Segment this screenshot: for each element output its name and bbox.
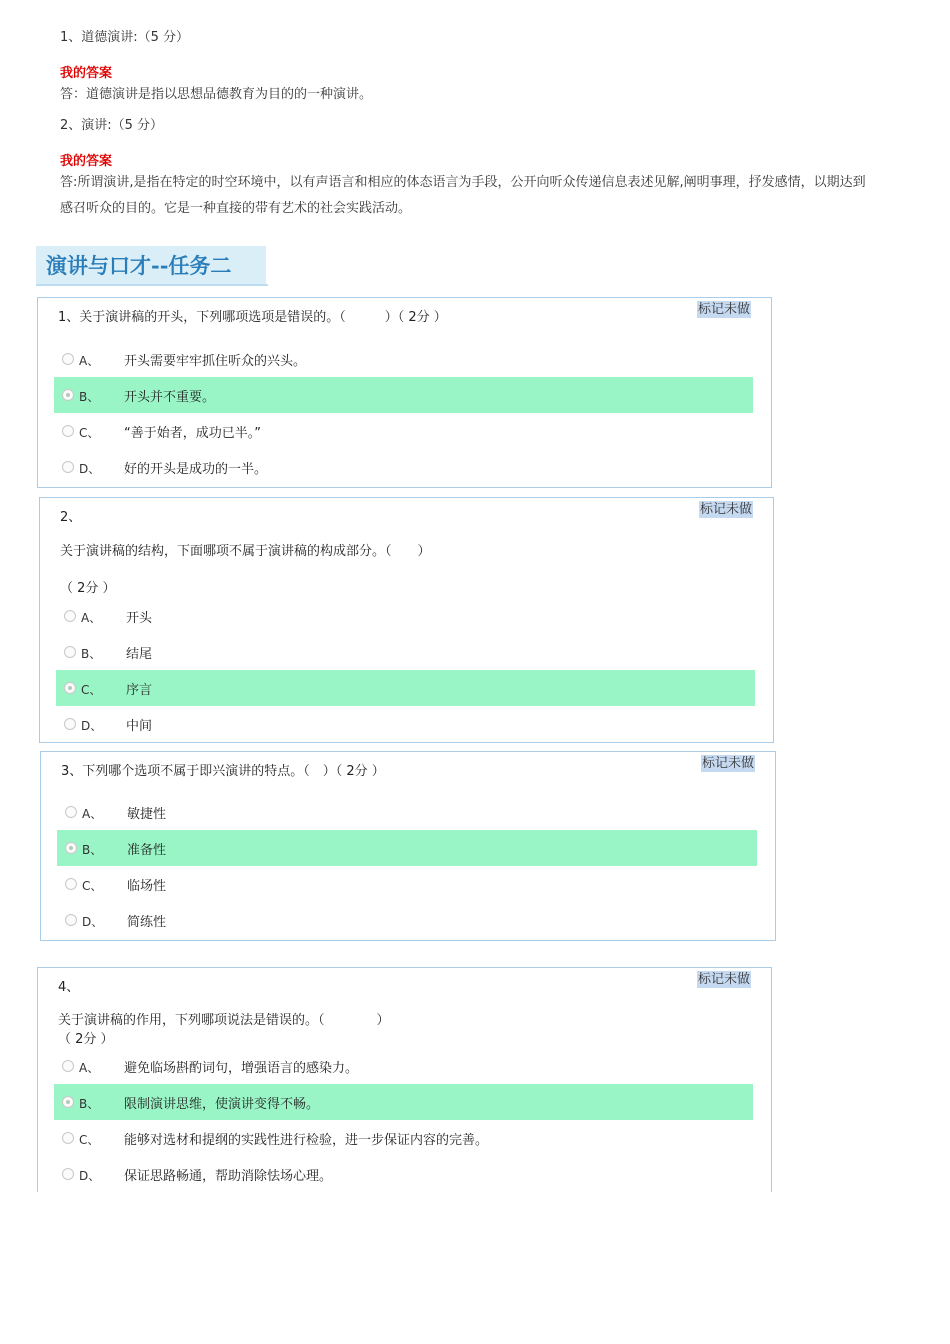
radio-button[interactable]: [64, 610, 76, 622]
section-title: 演讲与口才--任务二: [36, 246, 266, 284]
radio-button[interactable]: [64, 718, 76, 730]
option-d[interactable]: [54, 449, 753, 485]
option-letter: A、: [79, 1061, 100, 1075]
option-b[interactable]: [56, 634, 755, 670]
option-letter: C、: [82, 879, 103, 893]
mark-undone-button[interactable]: 标记未做: [697, 302, 750, 317]
section-divider: [36, 284, 268, 286]
option-d[interactable]: [54, 1156, 753, 1192]
option-letter: A、: [82, 807, 103, 821]
option-letter: B、: [79, 390, 100, 404]
option-a[interactable]: [54, 341, 753, 377]
option-text: 临场性: [127, 879, 167, 894]
option-text: 限制演讲思维，使演讲变得不畅。: [124, 1097, 320, 1112]
question-card-2: [39, 497, 774, 743]
radio-button-checked[interactable]: [64, 682, 76, 694]
my-answer-label: 我的答案: [60, 66, 113, 81]
option-text: “善于始者，成功已半。”: [124, 426, 261, 441]
option-letter: B、: [82, 843, 103, 857]
option-text: 开头: [126, 611, 153, 626]
option-b-selected[interactable]: [54, 377, 753, 413]
option-letter: D、: [82, 915, 104, 929]
option-b-selected[interactable]: [57, 830, 757, 866]
option-a[interactable]: [56, 598, 755, 634]
option-letter: C、: [81, 683, 102, 697]
option-d[interactable]: [56, 706, 755, 742]
option-letter: C、: [79, 426, 100, 440]
option-letter: A、: [81, 611, 102, 625]
radio-button[interactable]: [65, 914, 77, 926]
mark-undone-button[interactable]: 标记未做: [701, 756, 754, 771]
question-card-4: [37, 967, 772, 1192]
radio-button[interactable]: [65, 878, 77, 890]
radio-button-checked[interactable]: [62, 1096, 74, 1108]
option-c[interactable]: [54, 413, 753, 449]
radio-button[interactable]: [64, 646, 76, 658]
option-text: 准备性: [127, 843, 167, 858]
mark-undone-button[interactable]: 标记未做: [697, 972, 750, 987]
option-text: 能够对选材和提纲的实践性进行检验，进一步保证内容的完善。: [124, 1133, 489, 1148]
option-letter: B、: [79, 1097, 100, 1111]
option-b-selected[interactable]: [54, 1084, 753, 1120]
option-text: 敏捷性: [127, 807, 167, 822]
option-text: 避免临场斟酌词句，增强语言的感染力。: [124, 1061, 359, 1076]
question-number: 2、: [60, 510, 82, 525]
option-c[interactable]: [57, 866, 757, 902]
question-score: （ 2分 ）: [60, 581, 116, 596]
my-answer-label: 我的答案: [60, 154, 113, 169]
intro-answer-2: 答:所谓演讲,是指在特定的时空环境中，以有声语言和相应的体态语言为手段，公开向听众传递信息表述见解,阐明事理，抒发感情，以期达到感召听众的目的。它是一种直接的带有艺术的社会实践活动。: [60, 175, 866, 216]
radio-button[interactable]: [62, 353, 74, 365]
option-text: 结尾: [126, 647, 153, 662]
option-text: 开头需要牢牢抓住听众的兴头。: [124, 354, 307, 369]
option-c[interactable]: [54, 1120, 753, 1156]
mark-undone-button[interactable]: 标记未做: [699, 502, 752, 517]
question-score: （ 2分 ）: [58, 1032, 114, 1047]
question-number: 4、: [58, 980, 80, 995]
radio-button[interactable]: [62, 425, 74, 437]
option-c-selected[interactable]: [56, 670, 755, 706]
option-text: 保证思路畅通，帮助消除怯场心理。: [124, 1169, 333, 1184]
question-text: 关于演讲稿的作用，下列哪项说法是错误的。（ ）: [58, 1013, 390, 1028]
radio-button[interactable]: [62, 1060, 74, 1072]
radio-button[interactable]: [62, 1132, 74, 1144]
option-d[interactable]: [57, 902, 757, 938]
option-letter: D、: [79, 1169, 101, 1183]
option-letter: D、: [79, 462, 101, 476]
option-a[interactable]: [57, 794, 757, 830]
radio-button-checked[interactable]: [65, 842, 77, 854]
option-letter: D、: [81, 719, 103, 733]
intro-question-2: 2、演讲:（5 分）: [60, 118, 164, 133]
option-text: 开头并不重要。: [124, 390, 216, 405]
option-a[interactable]: [54, 1048, 753, 1084]
radio-button-checked[interactable]: [62, 389, 74, 401]
radio-button[interactable]: [62, 1168, 74, 1180]
question-card-1: [37, 297, 772, 488]
option-text: 中间: [126, 719, 153, 734]
question-text: 3、下列哪个选项不属于即兴演讲的特点。（ ）（ 2分 ）: [61, 764, 385, 779]
option-letter: C、: [79, 1133, 100, 1147]
option-text: 好的开头是成功的一半。: [124, 462, 268, 477]
question-text: 关于演讲稿的结构，下面哪项不属于演讲稿的构成部分。（ ）: [60, 544, 431, 559]
option-letter: A、: [79, 354, 100, 368]
option-text: 简练性: [127, 915, 167, 930]
question-card-3: [40, 751, 776, 941]
radio-button[interactable]: [65, 806, 77, 818]
intro-question-1: 1、道德演讲:（5 分）: [60, 30, 190, 45]
radio-button[interactable]: [62, 461, 74, 473]
question-text: 1、关于演讲稿的开头，下列哪项选项是错误的。（ ）（ 2分 ）: [58, 310, 447, 325]
intro-answer-1: 答：道德演讲是指以思想品德教育为目的的一种演讲。: [60, 87, 373, 102]
option-letter: B、: [81, 647, 102, 661]
option-text: 序言: [126, 683, 153, 698]
